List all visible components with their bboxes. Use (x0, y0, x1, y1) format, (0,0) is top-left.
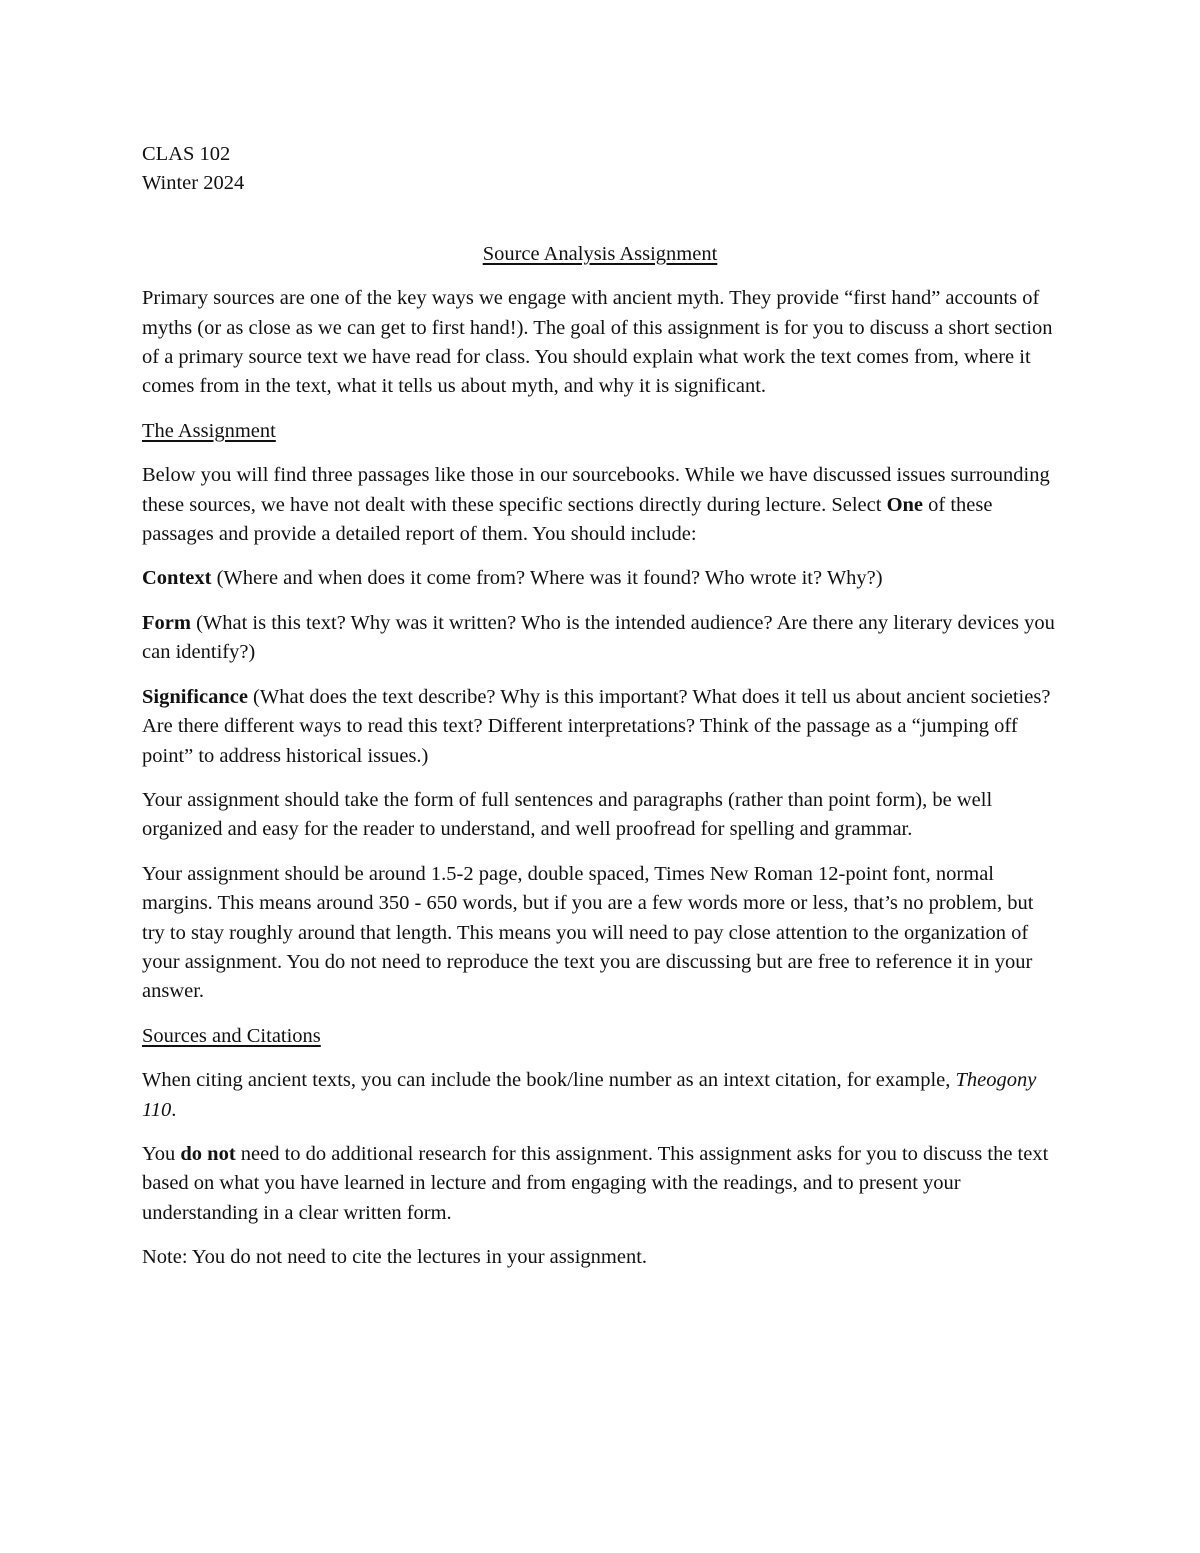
instructions-emphasis: One (886, 493, 924, 516)
citing-text-end: . (171, 1098, 177, 1121)
instructions-text-start: Below you will find three passages like those in our sourcebooks. While we have discussed issues surrounding these sources, we have not dealt with these specific sections directly during lecture. Select (142, 464, 1050, 516)
research-emphasis: do not (180, 1142, 236, 1165)
sources-heading: Sources and Citations (142, 1024, 321, 1047)
form-text: (What is this text? Why was it written? Who is the intended audience? Are there any literary devices you can identify?) (142, 611, 1055, 664)
document-header (142, 140, 1058, 199)
form-label: Form (142, 611, 191, 634)
intro-paragraph: Primary sources are one of the key ways we engage with ancient myth. They provide “first hand” accounts of myths (or as close as we can get to first hand!). The goal of this assignment is for you to discuss a short section of a primary source text we have read for class. You should explain what work the text comes from, where it comes from in the text, what it tells us about myth, and why it is significant. (142, 287, 1053, 398)
course-code: CLAS 102 (142, 143, 231, 165)
note-paragraph: Note: You do not need to cite the lectures in your assignment. (142, 1246, 648, 1269)
context-label: Context (142, 567, 212, 590)
instructions-text-end: of these passages and provide a detailed report of them. You should include: (142, 493, 993, 546)
assignment-heading: The Assignment (142, 419, 276, 442)
citing-text-start: When citing ancient texts, you can include the book/line number as an intext citation, for example, (142, 1069, 956, 1092)
significance-text: (What does the text describe? Why is this important? What does it tell us about ancient societies? Are there different ways to read this text? Different interpretations? Think of the passage as a “jumping off point” to address historical issues.) (142, 685, 1051, 767)
citation-example: Theogony 110 (142, 1069, 1037, 1121)
length-paragraph: Your assignment should be around 1.5-2 page, double spaced, Times New Roman 12-point font, normal margins. This means around 350 - 650 words, but if you are a few words more or less, that’s no problem, but try to stay roughly around that length. This means you will need to pay close attention to the organization of your assignment. You do not need to reproduce the text you are discussing but are free to reference it in your answer. (142, 862, 1034, 1003)
format-paragraph: Your assignment should take the form of full sentences and paragraphs (rather than point form), be well organized and easy for the reader to understand, and well proofread for spelling and grammar. (142, 788, 993, 841)
context-paragraph (142, 564, 1058, 593)
document-page (142, 140, 1058, 1288)
research-text-start: You (142, 1142, 181, 1165)
citing-paragraph (142, 1066, 1058, 1125)
significance-paragraph (142, 683, 1058, 771)
research-text-end: need to do additional research for this assignment. This assignment asks for you to discuss the text based on what you have learned in lecture and from engaging with the readings, and to present your understanding in a clear written form. (142, 1142, 1049, 1224)
form-paragraph (142, 609, 1058, 668)
instructions-paragraph (142, 461, 1058, 549)
context-text: (Where and when does it come from? Where was it found? Who wrote it? Why?) (211, 567, 883, 590)
document-title: Source Analysis Assignment (482, 242, 718, 265)
research-paragraph (142, 1140, 1058, 1228)
term: Winter 2024 (142, 172, 245, 195)
significance-label: Significance (142, 685, 248, 708)
